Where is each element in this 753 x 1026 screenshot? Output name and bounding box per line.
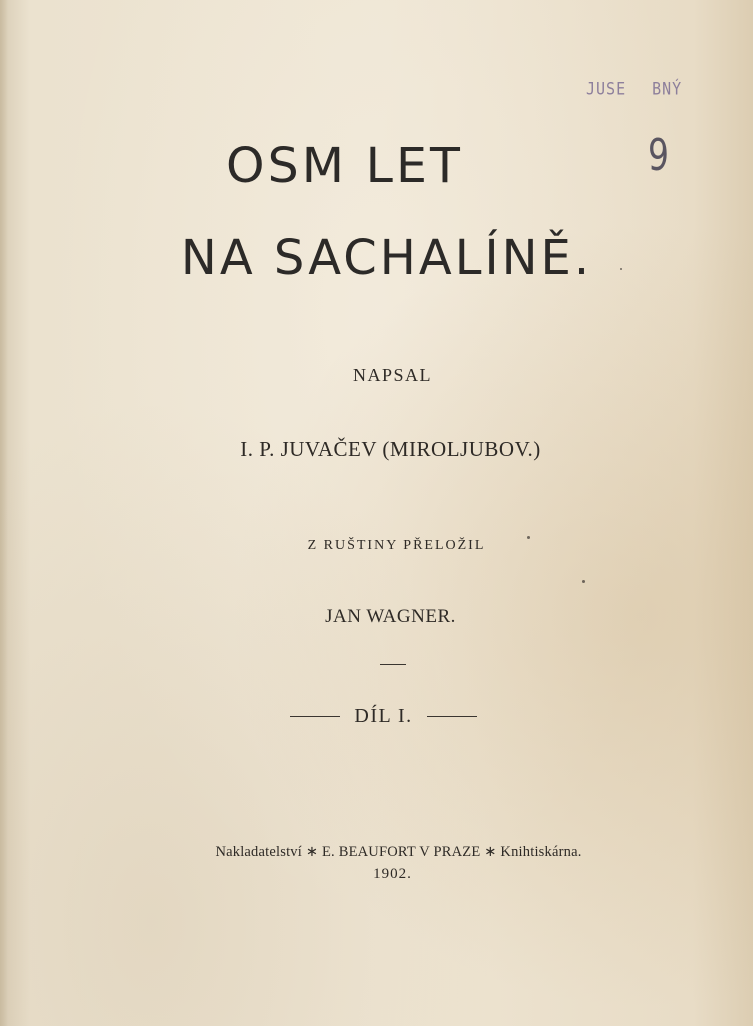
volume-rule-right — [427, 716, 477, 717]
volume-label: DÍL I. — [354, 705, 413, 727]
byline-label: NAPSAL — [352, 365, 432, 385]
stamp-text-right: BNÝ — [652, 79, 683, 99]
translator-name: JAN WAGNER. — [325, 606, 456, 627]
book-title-line-1: OSM LET — [226, 138, 463, 194]
book-title-line-2: NA SACHALÍNĚ. — [180, 230, 593, 286]
handwritten-number: 9 — [648, 130, 669, 181]
volume-heading — [0, 705, 753, 728]
separator-rule — [380, 664, 406, 665]
author-name: I. P. JUVAČEV (MIROLJUBOV.) — [240, 437, 541, 461]
ink-speck — [527, 536, 530, 539]
stamp-text-left: JUSE — [586, 79, 627, 99]
publisher-imprint: Nakladatelství ∗ E. BEAUFORT V PRAZE ∗ Knihtiskárna. — [215, 844, 582, 860]
volume-rule-left — [290, 716, 340, 717]
publication-year: 1902. — [373, 866, 412, 882]
ink-speck — [620, 268, 622, 270]
ink-speck — [582, 580, 585, 583]
translation-label: Z RUŠTINY PŘELOŽIL — [307, 538, 486, 553]
library-stamp — [586, 79, 682, 99]
